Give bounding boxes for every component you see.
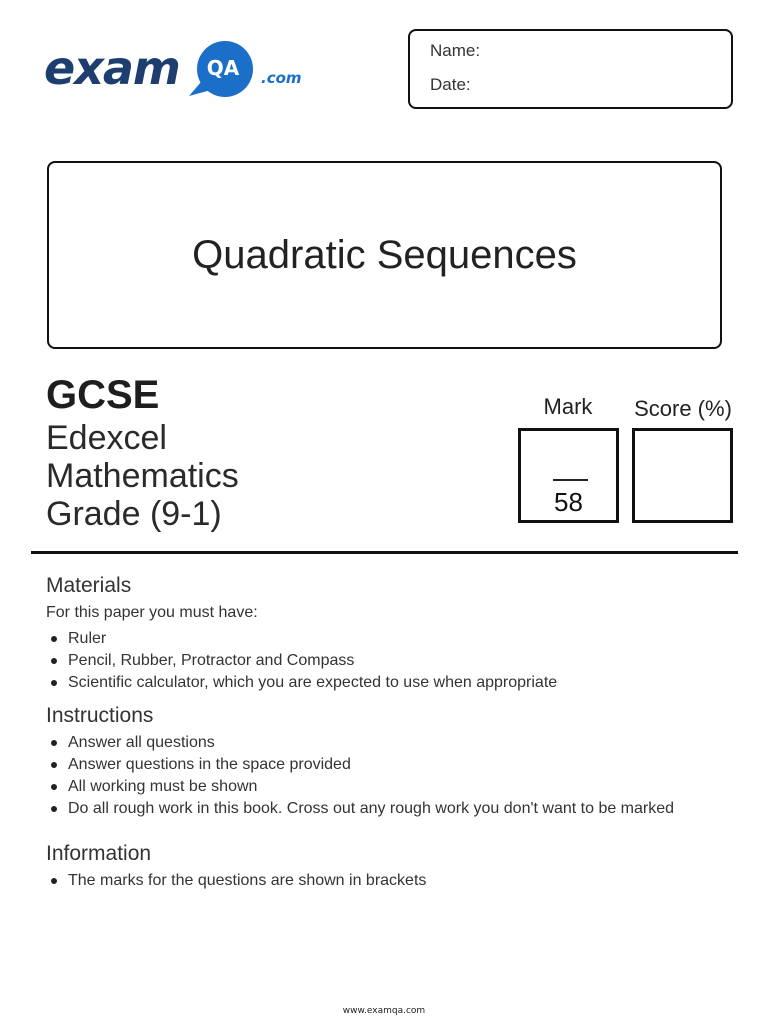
list-item-text: Do all rough work in this book. Cross out any rough work you don't want to be marked [68,800,675,817]
date-field-label[interactable]: Date: [430,75,471,94]
list-item-text: All working must be shown [68,778,258,795]
list-item-text: Scientific calculator, which you are expected to use when appropriate [68,674,558,691]
instructions-heading: Instructions [46,704,154,727]
bullet-icon [51,740,57,746]
bullet-icon [51,806,57,812]
bullet-icon [51,878,57,884]
information-heading: Information [46,842,152,865]
examqa-logo [44,38,304,102]
list-item [46,650,557,672]
mark-label: Mark [543,394,593,419]
title-box [47,161,722,349]
information-list [46,870,426,892]
bullet-icon [51,784,57,790]
list-item [46,798,674,820]
materials-list [46,628,557,694]
logo-bubble-text: QA [206,56,240,80]
score-label: Score (%) [634,396,732,421]
exam-board: Edexcel [46,419,167,457]
list-item-text: Answer questions in the space provided [68,756,351,773]
list-item [46,776,674,798]
divider [31,551,738,554]
logo-word: exam [44,41,180,95]
list-item [46,672,557,694]
list-item [46,870,426,892]
list-item-text: The marks for the questions are shown in brackets [68,872,427,889]
course-level: GCSE [46,373,160,417]
list-item-text: Ruler [68,630,107,647]
footer-url[interactable]: www.examqa.com [342,1006,426,1016]
bullet-icon [51,636,57,642]
materials-lead: For this paper you must have: [46,604,258,621]
bullet-icon [51,762,57,768]
bullet-icon [51,658,57,664]
bullet-icon [51,680,57,686]
name-field-label[interactable]: Name: [430,41,481,60]
total-marks: 58 [554,487,583,517]
mark-box[interactable] [518,428,619,523]
list-item [46,754,674,776]
instructions-list [46,732,674,820]
list-item [46,628,557,650]
grade-range: Grade (9-1) [46,495,222,533]
materials-heading: Materials [46,574,132,597]
logo-domain: .com [261,69,302,87]
mark-fraction-line [553,479,588,481]
list-item-text: Pencil, Rubber, Protractor and Compass [68,652,355,669]
list-item [46,732,674,754]
score-box[interactable] [632,428,733,523]
student-details-box [408,29,733,109]
list-item-text: Answer all questions [68,734,215,751]
subject: Mathematics [46,457,239,495]
paper-title: Quadratic Sequences [192,232,577,277]
